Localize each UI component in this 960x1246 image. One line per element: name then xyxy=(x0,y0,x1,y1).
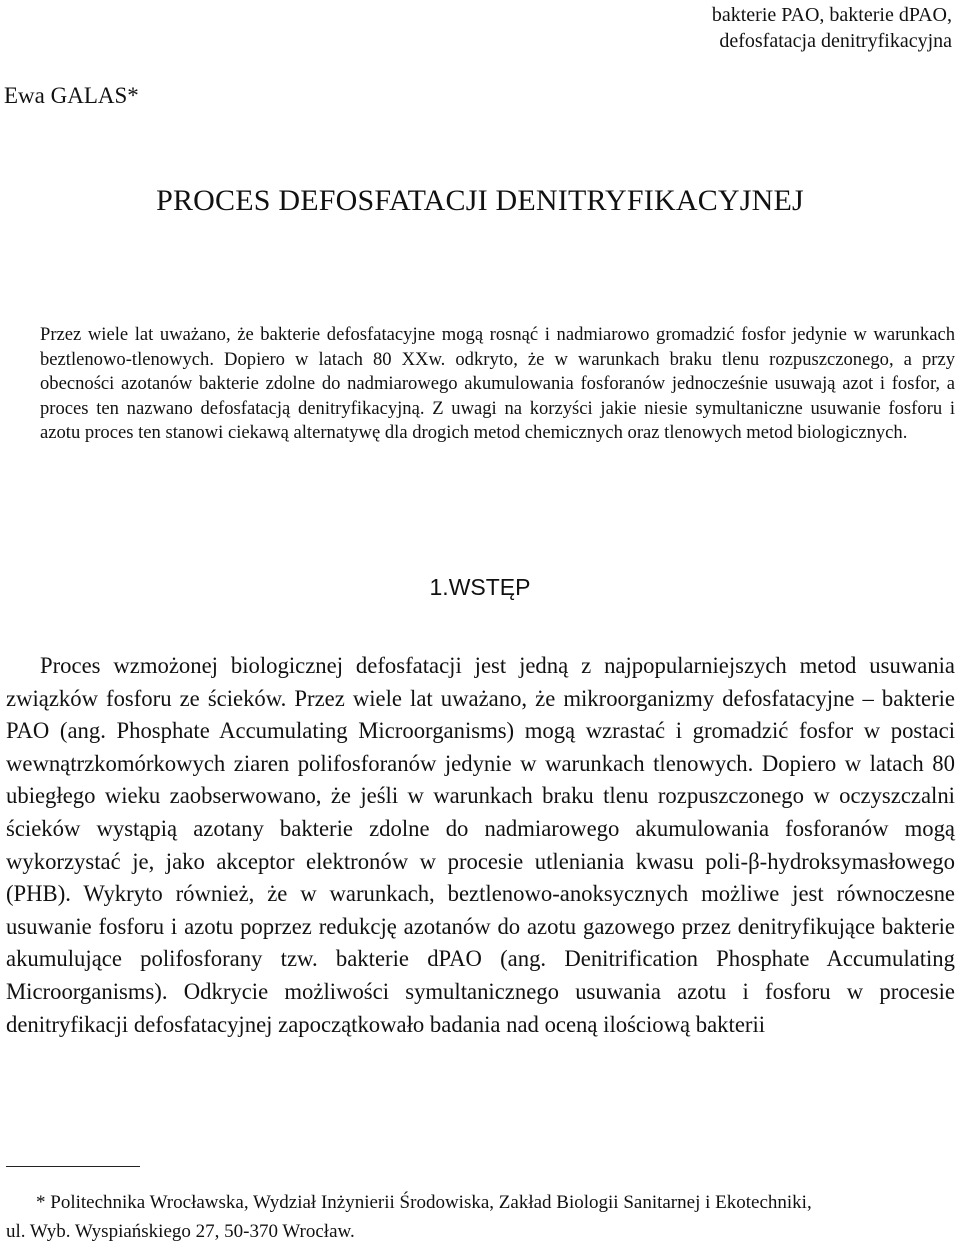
footnote-line-1: * Politechnika Wrocławska, Wydział Inżynierii Środowiska, Zakład Biologii Sanitarnej i Ekotechniki, xyxy=(36,1192,812,1213)
abstract: Przez wiele lat uważano, że bakterie defosfatacyjne mogą rosnąć i nadmiarowo gromadzić fosfor jedynie w warunkach beztlenowo-tlenowych. Dopiero w latach 80 XXw. odkryto, że w warunkach braku tlenu rozpuszczonego, a przy obecności azotanów bakterie zdolne do nadmiarowego akumulowania fosforanów jednocześnie usuwają azot i fosfor, a proces ten nazwano defosfatacją denitryfikacyjną. Z uwagi na korzyści jakie niesie symultaniczne usuwanie fosforu i azotu proces ten stanowi ciekawą alternatywę dla drogich metod chemicznych oraz tlenowych metod biologicznych. xyxy=(40,324,955,443)
body-paragraph: Proces wzmożonej biologicznej defosfatacji jest jedną z najpopularniejszych metod usuwania związków fosforu ze ścieków. Przez wiele lat uważano, że mikroorganizmy defosfatacyjne – bakterie PAO (ang. Phosphate Accumulating Microorganisms) mogą wzrastać i gromadzić fosfor w postaci wewnątrzkomórkowych ziaren polifosforanów jedynie w warunkach tlenowych. Dopiero w latach 80 ubiegłego wieku zaobserwowano, że jeśli w warunkach braku tlenu rozpuszczonego w oczyszczalni ścieków wystąpią azotany bakterie zdolne do nadmiarowego akumulowania fosforanów mogą wykorzystać je, jako akceptor elektronów w procesie utleniania kwasu poli-β-hydroksymasłowego (PHB). Wykryto również, że w warunkach, beztlenowo-anoksycznych możliwe jest równoczesne usuwanie fosforu i azotu poprzez redukcję azotanów do azotu gazowego przez denitryfikujące bakterie akumulujące polifosforany tzw. bakterie dPAO (ang. Denitrification Phosphate Accumulating Microorganisms). Odkrycie możliwości symultanicznego usuwania azotu i fosforu w procesie denitryfikacji defosfatacyjnej zapoczątkowało badania nad oceną ilościową bakterii xyxy=(6,653,955,1037)
section-heading: 1.WSTĘP xyxy=(429,574,531,600)
keywords-line-2: defosfatacja denitryfikacyjna xyxy=(719,30,952,52)
paper-title: PROCES DEFOSFATACJI DENITRYFIKACYJNEJ xyxy=(156,184,804,217)
footnote-line-2: ul. Wyb. Wyspiańskiego 27, 50-370 Wrocław. xyxy=(6,1221,355,1242)
author-name: Ewa GALAS* xyxy=(4,83,139,108)
footnote-divider xyxy=(6,1166,140,1167)
keywords-line-1: bakterie PAO, bakterie dPAO, xyxy=(711,4,952,26)
footnote xyxy=(6,1188,955,1246)
keywords xyxy=(532,2,952,54)
body-text xyxy=(6,650,955,1041)
